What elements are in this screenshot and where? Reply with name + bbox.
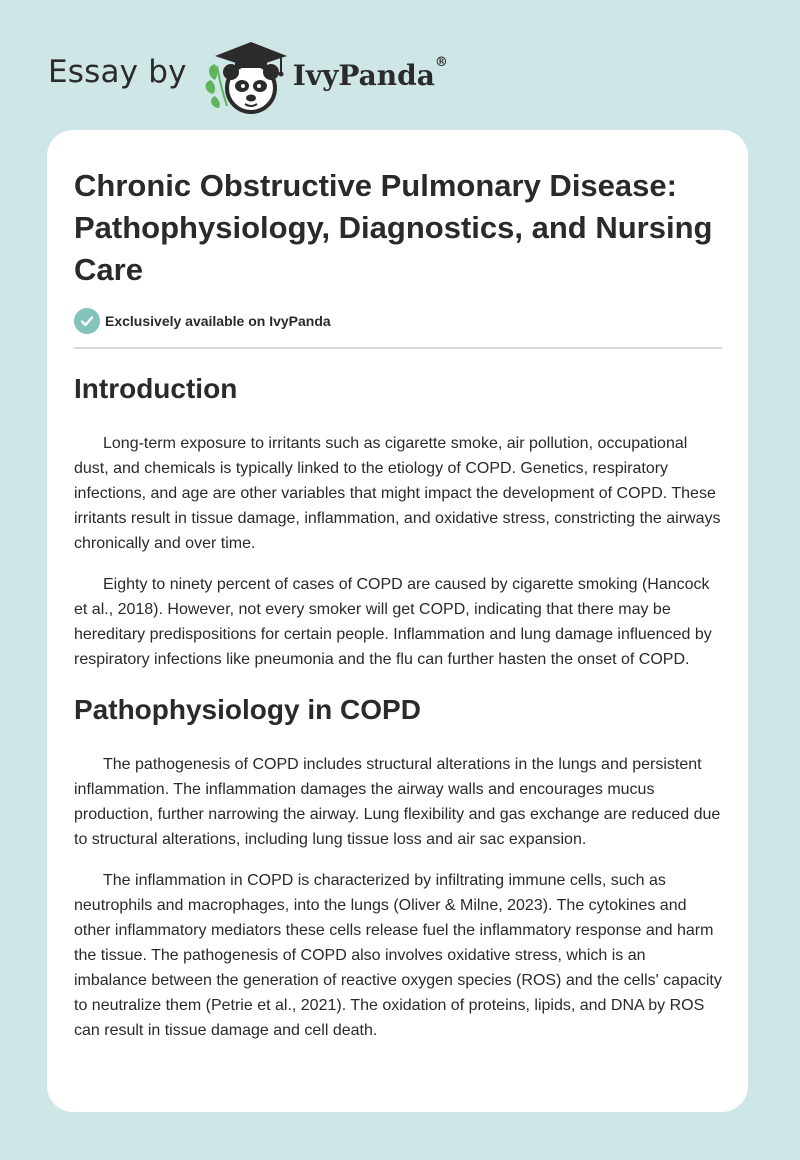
paragraph: The pathogenesis of COPD includes structural alterations in the lungs and persistent inflammation. The inflammation damages the airway walls and encourages mucus production, further narrowing the airway. Lung flexibility and gas exchange are reduced due to structural alterations, including lung tissue loss and air sac expansion. bbox=[74, 756, 721, 848]
registered-mark: ® bbox=[434, 54, 448, 70]
section-heading-pathophysiology: Pathophysiology in COPD bbox=[74, 694, 421, 725]
brand-prefix: Essay by bbox=[48, 54, 187, 90]
check-circle-icon bbox=[74, 308, 100, 334]
brand-header bbox=[48, 36, 448, 116]
divider bbox=[74, 347, 722, 349]
section-heading-introduction: Introduction bbox=[74, 373, 238, 404]
paragraph: Eighty to ninety percent of cases of COPD are caused by cigarette smoking (Hancock et al., 2018). However, not every smoker will get COPD, indicating that there may be hereditary predispositions for certain people. Inflammation and lung damage influenced by respiratory infections like pneumonia and the flu can further hasten the onset of COPD. bbox=[74, 576, 712, 668]
exclusive-label: Exclusively available on IvyPanda bbox=[105, 313, 331, 329]
exclusive-badge bbox=[74, 308, 722, 334]
essay-card bbox=[47, 130, 748, 1112]
panda-graduate-icon bbox=[201, 36, 291, 116]
essay-title: Chronic Obstructive Pulmonary Disease: Pathophysiology, Diagnostics, and Nursing Care bbox=[74, 168, 713, 287]
paragraph: The inflammation in COPD is characterized by infiltrating immune cells, such as neutrophils and macrophages, into the lungs (Oliver & Milne, 2023). The cytokines and other inflammatory mediators these cells release fuel the inflammatory response and harm the tissue. The pathogenesis of COPD also involves oxidative stress, which is an imbalance between the generation of reactive oxygen species (ROS) and the cells' capacity to neutralize them (Petrie et al., 2021). The oxidation of proteins, lipids, and DNA by ROS can result in tissue damage and cell death. bbox=[74, 872, 722, 1039]
paragraph: Long-term exposure to irritants such as cigarette smoke, air pollution, occupational dust, and chemicals is typically linked to the etiology of COPD. Genetics, respiratory infections, and age are other variables that might impact the development of COPD. These irritants result in tissue damage, inflammation, and oxidative stress, constricting the airways chronically and over time. bbox=[74, 435, 721, 552]
brand-name: IvyPanda® bbox=[292, 54, 448, 92]
